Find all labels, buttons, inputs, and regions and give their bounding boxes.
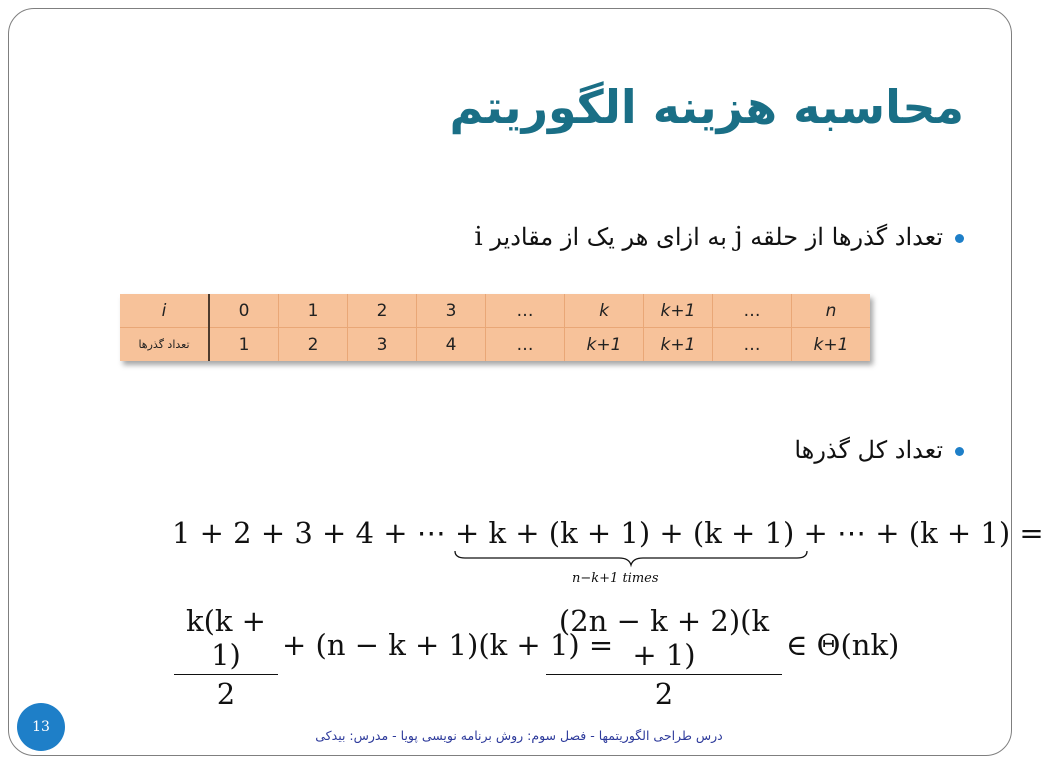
equation-line-2-middle: + (n − k + 1)(k + 1) = — [282, 628, 614, 662]
fraction-2-numerator: (2n − k + 2)(k + 1) — [546, 604, 782, 675]
slide-footer: درس طراحی الگوریتمها - فصل سوم: روش برنامه نویسی پویا - مدرس: بیدکی — [315, 728, 723, 743]
passes-table-container — [120, 294, 870, 361]
bullet-var-j: j — [734, 222, 743, 252]
table-cell: 1 — [279, 294, 348, 328]
table-cell: 0 — [209, 294, 279, 328]
eq1-sum: 1 + 2 + 3 + 4 + ⋯ + k + — [172, 516, 549, 550]
table-cell: k+1 — [565, 328, 644, 362]
table-cell: k — [565, 294, 644, 328]
table-cell: n — [792, 294, 871, 328]
table-cell: k+1 — [644, 294, 713, 328]
equation-line-1 — [172, 516, 1044, 550]
table-cell: 2 — [279, 328, 348, 362]
table-row — [120, 294, 870, 328]
table-cell: 1 — [209, 328, 279, 362]
bullet-text: تعداد کل گذرها — [794, 436, 943, 464]
fraction-1-numerator: k(k + 1) — [174, 604, 278, 675]
row1-header: i — [120, 294, 209, 328]
fraction-1-denominator: 2 — [216, 677, 236, 711]
table-row — [120, 328, 870, 362]
bullet-text-middle: به ازای هر یک از مقادیر — [482, 223, 735, 251]
underbrace-icon — [453, 550, 809, 566]
bullet-text-before: تعداد گذرها از حلقه — [742, 223, 943, 251]
eq1-brace-terms: (k + 1) + (k + 1) + ⋯ + (k + 1) — [548, 516, 1011, 550]
bullet-total-passes — [794, 436, 964, 464]
table-cell: k+1 — [644, 328, 713, 362]
slide-title: محاسبه هزینه الگوریتم — [449, 80, 964, 134]
fraction-2-denominator: 2 — [654, 677, 674, 711]
table-cell: … — [713, 294, 792, 328]
brace-label: n−k+1 times — [572, 571, 659, 586]
table-cell: 4 — [417, 328, 486, 362]
fraction-1 — [174, 604, 278, 711]
table-cell: 3 — [348, 328, 417, 362]
bullet-dot-icon — [955, 447, 964, 456]
table-cell: … — [486, 294, 565, 328]
table-cell: … — [713, 328, 792, 362]
passes-table — [120, 294, 870, 361]
row2-header: تعداد گذرها — [120, 328, 209, 362]
table-cell: … — [486, 328, 565, 362]
table-cell: 3 — [417, 294, 486, 328]
bullet-var-i: i — [474, 222, 483, 252]
table-cell: k+1 — [792, 328, 871, 362]
bullet-passes-per-i — [474, 222, 964, 252]
eq1-equals: = — [1010, 516, 1044, 550]
page-number-badge: 13 — [17, 703, 65, 751]
bullet-dot-icon — [955, 234, 964, 243]
fraction-2 — [546, 604, 782, 711]
table-cell: 2 — [348, 294, 417, 328]
equation-line-2-tail: ∈ Θ(nk) — [786, 628, 900, 662]
